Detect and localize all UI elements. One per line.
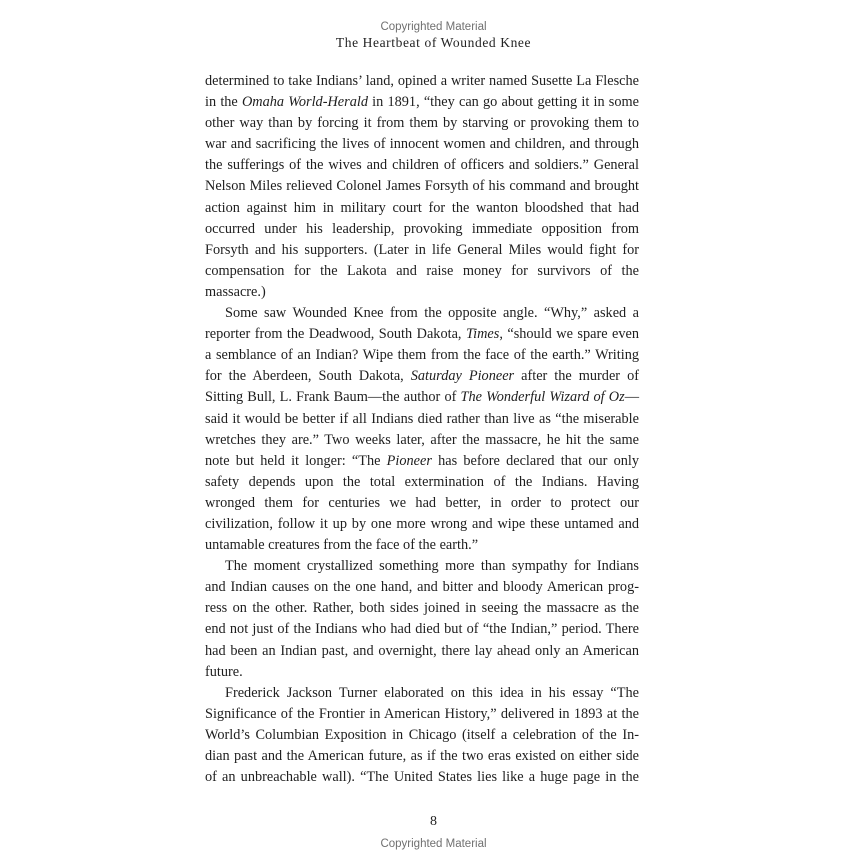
paragraph	[205, 556, 639, 683]
body-text	[205, 71, 639, 788]
text-run: The moment crystallized something more than sympathy for Indians and Indian causes on the one hand, and bitter and bloody American progress on the other. Rather, both sides joined in seeing the massacre as the end not just of the Indians who had died but of “the Indian,” period. There had been an Indian past, and overnight, there lay ahead only an American future.	[205, 558, 639, 680]
page-number: 8	[430, 814, 437, 829]
paragraph	[205, 683, 639, 788]
text-run: has before declared that our only safety depends upon the total extermination of the Indians. Having wronged them for centuries we had better, in order to protect our civilization, follow it up by one more wrong and wipe these untamed and untamable creatures from the face of the earth.”	[205, 452, 639, 554]
text-run: Some saw Wounded Knee from the opposite angle. “Why,” asked a reporter from the Deadwood, South Dakota,	[205, 305, 639, 343]
copyright-footer: Copyrighted Material	[380, 838, 487, 850]
italic-title: Omaha World-Herald	[241, 94, 368, 111]
paragraph	[205, 303, 639, 556]
italic-title: Times	[465, 326, 500, 343]
text-run: after the murder of Sitting Bull, L. Frank Baum—the author of	[205, 368, 639, 406]
paragraph	[205, 71, 639, 303]
italic-title: The Wonderful Wizard of Oz	[460, 389, 625, 406]
text-run: —said it would be better if all Indians died rather than live as “the miserable wretches they are.” Two weeks later, after the massacre, he hit the same note but held it longer: “The	[205, 389, 639, 469]
text-run: in 1891, “they can go about getting it in some other way than by forcing it from them by starving or provoking them to war and sacrificing the lives of innocent women and children, and through the sufferings of the wives and children of officers and soldiers.” General Nelson Miles relieved Colonel James Forsyth of his command and brought action against him in military court for the wanton bloodshed that had occurred under his leadership, provoking immediate opposition from Forsyth and his supporters. (Later in life General Miles would fight for compensation for the Lakota and raise money for survivors of the massacre.)	[205, 94, 639, 300]
italic-title: Saturday Pioneer	[410, 368, 515, 385]
running-head: The Heartbeat of Wounded Knee	[335, 35, 532, 50]
text-run: , “should we spare even a semblance of an Indian? Wipe them from the face of the earth.” Writing for the Aberdeen, South Dakota,	[205, 326, 640, 385]
copyright-header: Copyrighted Material	[380, 21, 487, 33]
text-run: determined to take Indians’ land, opined a writer named Susette La Flesche in the	[205, 73, 639, 111]
italic-title: Pioneer	[386, 452, 432, 469]
text-run: Frederick Jackson Turner elaborated on this idea in his essay “The Significance of the Frontier in American History,” delivered in 1893 at the World’s Columbian Exposition in Chicago (itself a celebration of the Indian past and the American future, as if the two eras existed on either side of an unbreachable wall). “The United States lies like a huge page in the	[205, 684, 639, 786]
